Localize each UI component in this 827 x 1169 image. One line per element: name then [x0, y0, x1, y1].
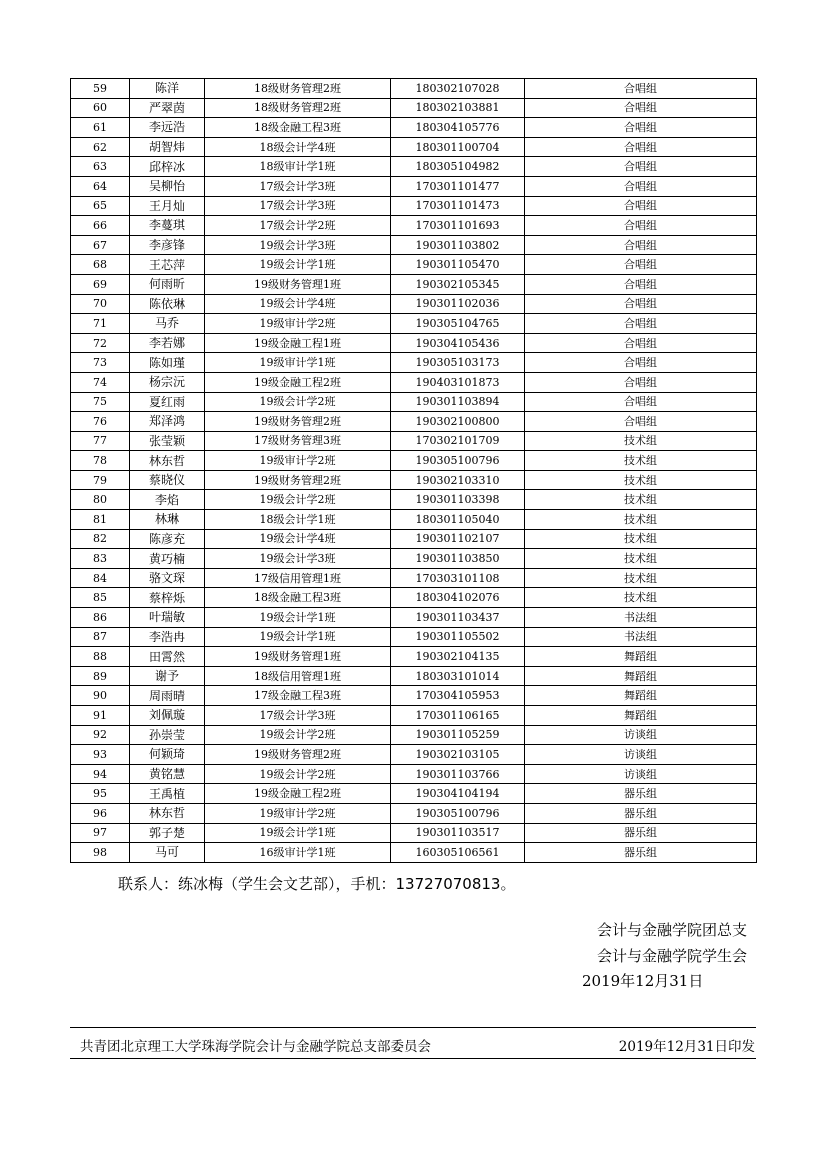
group-name-cell: 器乐组: [525, 823, 757, 843]
student-id-cell: 190304104194: [391, 784, 525, 804]
student-name-cell: 李焰: [130, 490, 205, 510]
group-name-cell: 合唱组: [525, 176, 757, 196]
student-id-cell: 190301103894: [391, 392, 525, 412]
table-row: [71, 843, 757, 863]
student-name-cell: 郑泽鸿: [130, 412, 205, 432]
student-name-cell: 马乔: [130, 314, 205, 334]
table-row: [71, 588, 757, 608]
student-id-cell: 190302100800: [391, 412, 525, 432]
student-id-cell: 190302104135: [391, 647, 525, 667]
student-id-cell: 170304105953: [391, 686, 525, 706]
student-id-cell: 190302103310: [391, 470, 525, 490]
row-number-cell: 83: [71, 549, 130, 569]
class-name-cell: 18级信用管理1班: [205, 666, 391, 686]
table-row: [71, 608, 757, 628]
class-name-cell: 19级会计学2班: [205, 725, 391, 745]
table-row: [71, 157, 757, 177]
row-number-cell: 61: [71, 118, 130, 138]
group-name-cell: 合唱组: [525, 98, 757, 118]
class-name-cell: 19级金融工程1班: [205, 333, 391, 353]
student-id-cell: 190301103437: [391, 608, 525, 628]
group-name-cell: 技术组: [525, 568, 757, 588]
table-row: [71, 784, 757, 804]
footer-bottom-rule: [70, 1058, 756, 1059]
group-name-cell: 合唱组: [525, 118, 757, 138]
row-number-cell: 86: [71, 608, 130, 628]
student-id-cell: 190302105345: [391, 274, 525, 294]
class-name-cell: 19级财务管理1班: [205, 274, 391, 294]
row-number-cell: 92: [71, 725, 130, 745]
student-name-cell: 刘佩璇: [130, 706, 205, 726]
group-name-cell: 技术组: [525, 490, 757, 510]
student-name-cell: 胡智炜: [130, 137, 205, 157]
footer-issue-date: 2019年12月31日印发: [618, 1039, 755, 1055]
class-name-cell: 19级会计学1班: [205, 255, 391, 275]
class-name-cell: 18级会计学4班: [205, 137, 391, 157]
student-name-cell: 郭子楚: [130, 823, 205, 843]
table-row: [71, 314, 757, 334]
table-row: [71, 392, 757, 412]
table-row: [71, 745, 757, 765]
student-id-cell: 180303101014: [391, 666, 525, 686]
row-number-cell: 59: [71, 79, 130, 99]
class-name-cell: 18级金融工程3班: [205, 588, 391, 608]
row-number-cell: 97: [71, 823, 130, 843]
class-name-cell: 17级会计学3班: [205, 706, 391, 726]
student-id-cell: 180305104982: [391, 157, 525, 177]
class-name-cell: 16级审计学1班: [205, 843, 391, 863]
group-name-cell: 访谈组: [525, 764, 757, 784]
group-name-cell: 合唱组: [525, 274, 757, 294]
table-row: [71, 549, 757, 569]
row-number-cell: 78: [71, 451, 130, 471]
student-name-cell: 蔡梓烁: [130, 588, 205, 608]
table-row: [71, 274, 757, 294]
class-name-cell: 19级会计学4班: [205, 294, 391, 314]
row-number-cell: 62: [71, 137, 130, 157]
group-name-cell: 舞蹈组: [525, 686, 757, 706]
student-id-cell: 190305104765: [391, 314, 525, 334]
group-name-cell: 技术组: [525, 510, 757, 530]
table-row: [71, 686, 757, 706]
table-row: [71, 216, 757, 236]
student-id-cell: 160305106561: [391, 843, 525, 863]
student-name-cell: 周雨晴: [130, 686, 205, 706]
group-name-cell: 舞蹈组: [525, 666, 757, 686]
student-name-cell: 李彦锋: [130, 235, 205, 255]
group-name-cell: 技术组: [525, 431, 757, 451]
group-name-cell: 合唱组: [525, 333, 757, 353]
row-number-cell: 65: [71, 196, 130, 216]
row-number-cell: 85: [71, 588, 130, 608]
student-id-cell: 170303101108: [391, 568, 525, 588]
row-number-cell: 73: [71, 353, 130, 373]
student-name-cell: 林东哲: [130, 451, 205, 471]
row-number-cell: 84: [71, 568, 130, 588]
row-number-cell: 68: [71, 255, 130, 275]
group-name-cell: 器乐组: [525, 784, 757, 804]
class-name-cell: 17级信用管理1班: [205, 568, 391, 588]
table-row: [71, 529, 757, 549]
student-name-cell: 夏红雨: [130, 392, 205, 412]
class-name-cell: 19级会计学2班: [205, 490, 391, 510]
student-name-cell: 叶瑞敏: [130, 608, 205, 628]
student-id-cell: 190403101873: [391, 372, 525, 392]
row-number-cell: 79: [71, 470, 130, 490]
table-row: [71, 823, 757, 843]
group-name-cell: 舞蹈组: [525, 706, 757, 726]
class-name-cell: 18级财务管理2班: [205, 98, 391, 118]
student-name-cell: 陈洋: [130, 79, 205, 99]
student-name-cell: 李浩冉: [130, 627, 205, 647]
table-row: [71, 627, 757, 647]
class-name-cell: 19级审计学1班: [205, 353, 391, 373]
group-name-cell: 合唱组: [525, 392, 757, 412]
group-name-cell: 合唱组: [525, 372, 757, 392]
group-name-cell: 合唱组: [525, 314, 757, 334]
table-row: [71, 137, 757, 157]
class-name-cell: 19级会计学1班: [205, 608, 391, 628]
group-name-cell: 技术组: [525, 549, 757, 569]
group-name-cell: 器乐组: [525, 843, 757, 863]
signature-org-youth-league: 会计与金融学院团总支: [596, 921, 747, 939]
student-name-cell: 李远浩: [130, 118, 205, 138]
group-name-cell: 合唱组: [525, 294, 757, 314]
group-name-cell: 合唱组: [525, 79, 757, 99]
row-number-cell: 72: [71, 333, 130, 353]
group-name-cell: 舞蹈组: [525, 647, 757, 667]
group-name-cell: 技术组: [525, 470, 757, 490]
class-name-cell: 19级财务管理2班: [205, 470, 391, 490]
group-name-cell: 器乐组: [525, 803, 757, 823]
student-name-cell: 严翠茵: [130, 98, 205, 118]
row-number-cell: 67: [71, 235, 130, 255]
table-row: [71, 666, 757, 686]
class-name-cell: 19级会计学4班: [205, 529, 391, 549]
table-row: [71, 764, 757, 784]
class-name-cell: 19级会计学3班: [205, 549, 391, 569]
signature-date: 2019年12月31日: [582, 972, 704, 990]
student-id-cell: 190305100796: [391, 803, 525, 823]
member-roster-table: [70, 78, 757, 863]
row-number-cell: 81: [71, 510, 130, 530]
row-number-cell: 82: [71, 529, 130, 549]
row-number-cell: 60: [71, 98, 130, 118]
row-number-cell: 87: [71, 627, 130, 647]
row-number-cell: 96: [71, 803, 130, 823]
student-name-cell: 黄铭慧: [130, 764, 205, 784]
class-name-cell: 19级审计学2班: [205, 803, 391, 823]
student-id-cell: 190301103850: [391, 549, 525, 569]
class-name-cell: 19级金融工程2班: [205, 784, 391, 804]
class-name-cell: 19级会计学2班: [205, 392, 391, 412]
row-number-cell: 69: [71, 274, 130, 294]
group-name-cell: 合唱组: [525, 157, 757, 177]
student-id-cell: 170301101477: [391, 176, 525, 196]
row-number-cell: 91: [71, 706, 130, 726]
student-id-cell: 190301103398: [391, 490, 525, 510]
row-number-cell: 94: [71, 764, 130, 784]
student-id-cell: 170301101693: [391, 216, 525, 236]
class-name-cell: 17级会计学3班: [205, 196, 391, 216]
row-number-cell: 90: [71, 686, 130, 706]
row-number-cell: 66: [71, 216, 130, 236]
group-name-cell: 合唱组: [525, 235, 757, 255]
student-name-cell: 陈彦充: [130, 529, 205, 549]
group-name-cell: 技术组: [525, 588, 757, 608]
group-name-cell: 合唱组: [525, 412, 757, 432]
signature-org-student-union: 会计与金融学院学生会: [596, 947, 747, 965]
student-id-cell: 180302103881: [391, 98, 525, 118]
student-name-cell: 杨宗沅: [130, 372, 205, 392]
row-number-cell: 70: [71, 294, 130, 314]
group-name-cell: 合唱组: [525, 353, 757, 373]
student-id-cell: 190301105259: [391, 725, 525, 745]
student-name-cell: 马可: [130, 843, 205, 863]
group-name-cell: 访谈组: [525, 745, 757, 765]
table-row: [71, 176, 757, 196]
table-row: [71, 79, 757, 99]
class-name-cell: 17级会计学3班: [205, 176, 391, 196]
student-name-cell: 邱梓冰: [130, 157, 205, 177]
student-name-cell: 何颖琦: [130, 745, 205, 765]
table-row: [71, 451, 757, 471]
footer-issuing-org: 共青团北京理工大学珠海学院会计与金融学院总支部委员会: [80, 1039, 431, 1055]
class-name-cell: 19级审计学2班: [205, 451, 391, 471]
group-name-cell: 合唱组: [525, 196, 757, 216]
student-id-cell: 190304105436: [391, 333, 525, 353]
student-id-cell: 180304102076: [391, 588, 525, 608]
table-row: [71, 372, 757, 392]
row-number-cell: 80: [71, 490, 130, 510]
student-name-cell: 王禹植: [130, 784, 205, 804]
student-name-cell: 蔡晓仪: [130, 470, 205, 490]
student-name-cell: 孙崇莹: [130, 725, 205, 745]
row-number-cell: 63: [71, 157, 130, 177]
student-id-cell: 190301103766: [391, 764, 525, 784]
row-number-cell: 93: [71, 745, 130, 765]
table-row: [71, 470, 757, 490]
group-name-cell: 技术组: [525, 451, 757, 471]
table-row: [71, 294, 757, 314]
row-number-cell: 64: [71, 176, 130, 196]
table-row: [71, 196, 757, 216]
student-id-cell: 190301105502: [391, 627, 525, 647]
student-name-cell: 王月灿: [130, 196, 205, 216]
table-row: [71, 568, 757, 588]
student-id-cell: 190301103517: [391, 823, 525, 843]
group-name-cell: 书法组: [525, 627, 757, 647]
row-number-cell: 76: [71, 412, 130, 432]
row-number-cell: 77: [71, 431, 130, 451]
student-id-cell: 180302107028: [391, 79, 525, 99]
group-name-cell: 合唱组: [525, 255, 757, 275]
group-name-cell: 技术组: [525, 529, 757, 549]
student-id-cell: 190302103105: [391, 745, 525, 765]
row-number-cell: 75: [71, 392, 130, 412]
student-id-cell: 190305103173: [391, 353, 525, 373]
student-name-cell: 田霄然: [130, 647, 205, 667]
row-number-cell: 74: [71, 372, 130, 392]
student-name-cell: 谢予: [130, 666, 205, 686]
group-name-cell: 合唱组: [525, 137, 757, 157]
class-name-cell: 19级审计学2班: [205, 314, 391, 334]
student-name-cell: 陈依琳: [130, 294, 205, 314]
row-number-cell: 95: [71, 784, 130, 804]
table-row: [71, 803, 757, 823]
class-name-cell: 19级会计学1班: [205, 823, 391, 843]
student-id-cell: 190301102036: [391, 294, 525, 314]
table-row: [71, 333, 757, 353]
class-name-cell: 19级会计学3班: [205, 235, 391, 255]
table-row: [71, 98, 757, 118]
class-name-cell: 17级财务管理3班: [205, 431, 391, 451]
table-row: [71, 255, 757, 275]
table-row: [71, 510, 757, 530]
table-row: [71, 412, 757, 432]
student-id-cell: 170301106165: [391, 706, 525, 726]
student-id-cell: 180301105040: [391, 510, 525, 530]
class-name-cell: 18级金融工程3班: [205, 118, 391, 138]
table-row: [71, 118, 757, 138]
group-name-cell: 书法组: [525, 608, 757, 628]
table-row: [71, 725, 757, 745]
student-name-cell: 王芯萍: [130, 255, 205, 275]
class-name-cell: 19级金融工程2班: [205, 372, 391, 392]
table-row: [71, 431, 757, 451]
student-name-cell: 李若娜: [130, 333, 205, 353]
student-name-cell: 陈如瑾: [130, 353, 205, 373]
table-row: [71, 235, 757, 255]
table-row: [71, 647, 757, 667]
student-id-cell: 170301101473: [391, 196, 525, 216]
row-number-cell: 88: [71, 647, 130, 667]
group-name-cell: 访谈组: [525, 725, 757, 745]
row-number-cell: 71: [71, 314, 130, 334]
class-name-cell: 17级会计学2班: [205, 216, 391, 236]
student-name-cell: 林东哲: [130, 803, 205, 823]
student-name-cell: 吴柳怡: [130, 176, 205, 196]
footer-top-rule: [70, 1027, 756, 1028]
class-name-cell: 18级会计学1班: [205, 510, 391, 530]
table-row: [71, 490, 757, 510]
table-row: [71, 353, 757, 373]
table-row: [71, 706, 757, 726]
class-name-cell: 18级财务管理2班: [205, 79, 391, 99]
student-id-cell: 170302101709: [391, 431, 525, 451]
class-name-cell: 19级会计学1班: [205, 627, 391, 647]
student-name-cell: 张莹颖: [130, 431, 205, 451]
row-number-cell: 89: [71, 666, 130, 686]
class-name-cell: 17级金融工程3班: [205, 686, 391, 706]
student-id-cell: 180301100704: [391, 137, 525, 157]
student-name-cell: 骆文琛: [130, 568, 205, 588]
student-id-cell: 180304105776: [391, 118, 525, 138]
student-name-cell: 黄巧楠: [130, 549, 205, 569]
class-name-cell: 18级审计学1班: [205, 157, 391, 177]
class-name-cell: 19级会计学2班: [205, 764, 391, 784]
roster-body: [71, 79, 757, 863]
student-id-cell: 190301105470: [391, 255, 525, 275]
class-name-cell: 19级财务管理2班: [205, 412, 391, 432]
student-name-cell: 林琳: [130, 510, 205, 530]
class-name-cell: 19级财务管理2班: [205, 745, 391, 765]
student-id-cell: 190305100796: [391, 451, 525, 471]
row-number-cell: 98: [71, 843, 130, 863]
student-name-cell: 何雨昕: [130, 274, 205, 294]
student-id-cell: 190301103802: [391, 235, 525, 255]
class-name-cell: 19级财务管理1班: [205, 647, 391, 667]
student-id-cell: 190301102107: [391, 529, 525, 549]
contact-info: 联系人：练冰梅（学生会文艺部），手机：13727070813。: [118, 875, 516, 893]
group-name-cell: 合唱组: [525, 216, 757, 236]
student-name-cell: 李蔓琪: [130, 216, 205, 236]
